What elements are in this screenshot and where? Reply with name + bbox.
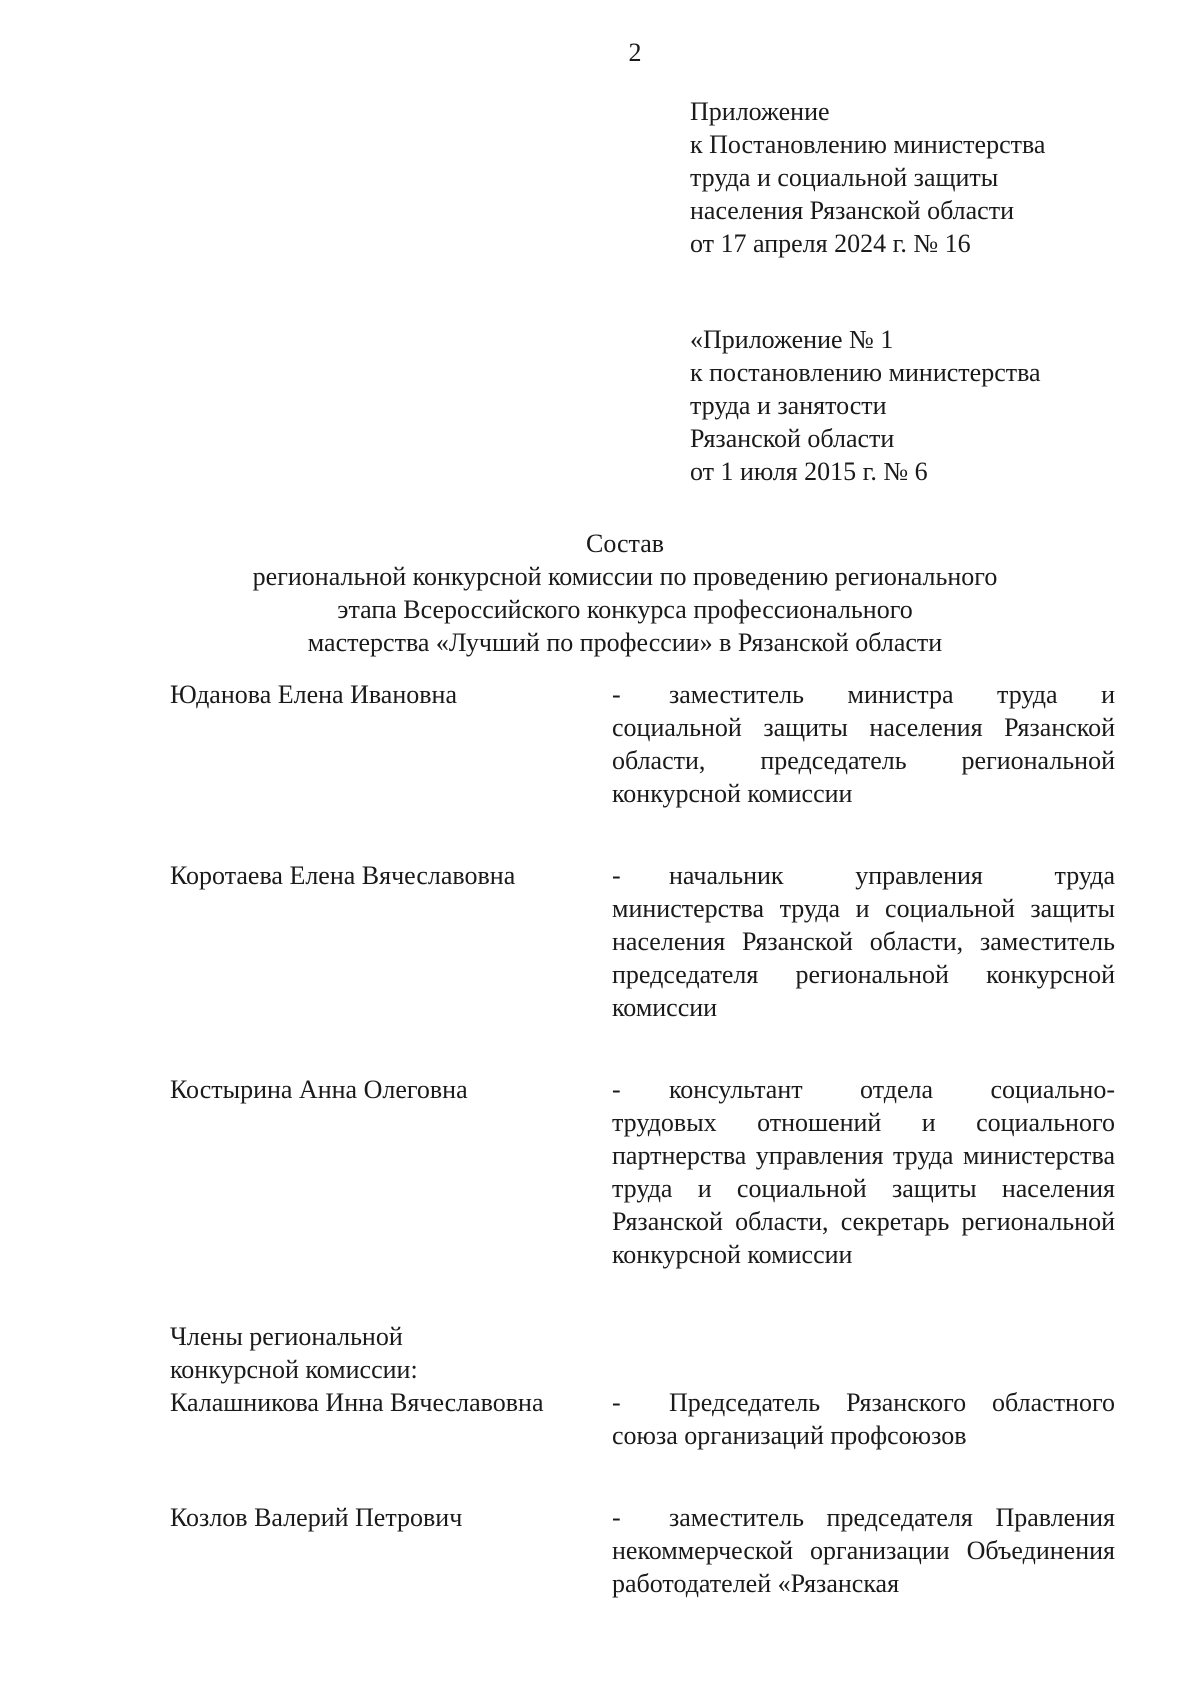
member-dash: - — [612, 1388, 621, 1417]
appendix-line: труда и занятости — [690, 391, 887, 420]
member-entry — [170, 1501, 1115, 1600]
member-dash: - — [612, 1503, 621, 1532]
member-role-text: консультант отдела социально-трудовых отношений и социального партнерства управления труда министерства труда и социальной защиты населения Рязанской области, секретарь региональной конкурсной комиссии — [612, 1075, 1115, 1269]
member-role-text: Председатель Рязанского областного союза организаций профсоюзов — [612, 1388, 1115, 1450]
document-title — [120, 527, 1130, 659]
members-section-label: конкурсной комиссии: — [170, 1355, 418, 1384]
member-dash: - — [612, 861, 621, 890]
member-role — [612, 1386, 1115, 1452]
commission-list — [170, 678, 1115, 1600]
member-entry — [170, 859, 1115, 1024]
appendix-header-current — [690, 95, 1110, 260]
member-dash: - — [612, 1075, 621, 1104]
member-name: Калашникова Инна Вячеславовна — [170, 1388, 544, 1417]
member-name: Козлов Валерий Петрович — [170, 1503, 463, 1532]
member-role-text: заместитель министра труда и социальной защиты населения Рязанской области, председатель региональной конкурсной комиссии — [612, 680, 1115, 808]
appendix-header-previous — [690, 323, 1110, 488]
appendix-line: к Постановлению министерства — [690, 130, 1046, 159]
member-entry — [170, 678, 1115, 810]
appendix-line: от 1 июля 2015 г. № 6 — [690, 457, 928, 486]
member-name: Коротаева Елена Вячеславовна — [170, 861, 516, 890]
title-line: региональной конкурсной комиссии по проведению регионального — [252, 562, 998, 591]
appendix-line: от 17 апреля 2024 г. № 16 — [690, 229, 971, 258]
member-role-text: заместитель председателя Правления некоммерческой организации Объединения работодателей «Рязанская — [612, 1503, 1115, 1598]
members-section-label: Члены региональной — [170, 1322, 403, 1351]
title-line: Состав — [585, 529, 665, 558]
member-entry — [170, 1073, 1115, 1271]
appendix-line: «Приложение № 1 — [690, 325, 894, 354]
title-line: этапа Всероссийского конкурса профессионального — [337, 595, 913, 624]
member-role — [612, 859, 1115, 1024]
appendix-line: Рязанской области — [690, 424, 895, 453]
appendix-line: к постановлению министерства — [690, 358, 1041, 387]
appendix-line: Приложение — [690, 97, 830, 126]
member-name: Костырина Анна Олеговна — [170, 1075, 468, 1104]
member-role — [612, 678, 1115, 810]
member-dash: - — [612, 680, 621, 709]
member-role — [612, 1501, 1115, 1600]
member-role — [612, 1073, 1115, 1271]
appendix-line: труда и социальной защиты — [690, 163, 999, 192]
title-line: мастерства «Лучший по профессии» в Рязанской области — [307, 628, 943, 657]
member-entry — [170, 1386, 1115, 1452]
page-number: 2 — [628, 38, 642, 67]
member-role-text: начальник управления труда министерства труда и социальной защиты населения Рязанской области, заместитель председателя региональной конкурсной комиссии — [612, 861, 1115, 1022]
appendix-line: населения Рязанской области — [690, 196, 1014, 225]
member-name: Юданова Елена Ивановна — [170, 680, 457, 709]
